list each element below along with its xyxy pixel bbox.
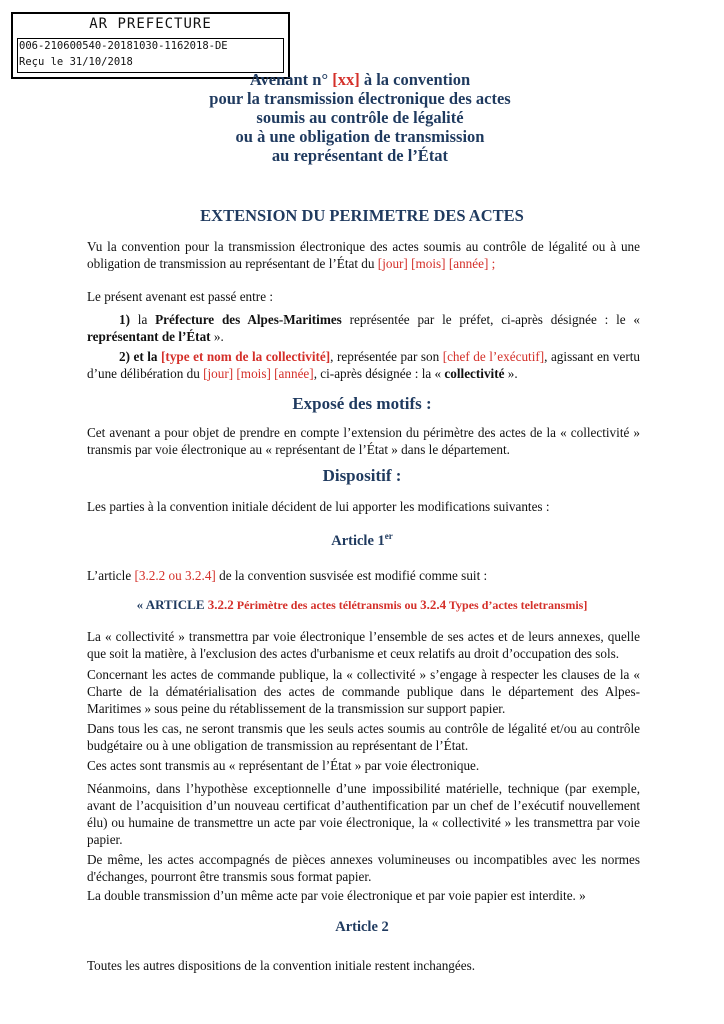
stamp-received: Reçu le 31/10/2018 bbox=[19, 56, 133, 68]
title-line-2: pour la transmission électronique des actes bbox=[209, 89, 511, 108]
title-line-5: au représentant de l’État bbox=[271, 146, 449, 165]
parties-intro: Le présent avenant est passé entre : bbox=[87, 289, 274, 304]
party-1: 1) la Préfecture des Alpes-Maritimes représentée par le préfet, ci-après désignée : le « représentant de l’État ». bbox=[87, 312, 641, 344]
article-paragraph-7: La double transmission d’un même acte par voie électronique et par voie papier est interdite. » bbox=[87, 888, 586, 903]
dispositif-heading: Dispositif : bbox=[322, 466, 402, 485]
article-quote-heading: « ARTICLE 3.2.2 Périmètre des actes télétransmis ou 3.2.4 Types d’actes teletransmis] bbox=[136, 597, 588, 612]
expose-text: Cet avenant a pour objet de prendre en compte l’extension du périmètre des actes de la « collectivité » transmis par voie électronique au « représentant de l’État » dans le département. bbox=[87, 425, 640, 457]
party-2: 2) et la [type et nom de la collectivité], représentée par son [chef de l’exécutif], agissant en vertu d’une délibération du [jour] [mois] [année], ci-après désignée : la « collectivité ». bbox=[87, 349, 640, 381]
article-ref-placeholder: [3.2.2 ou 3.2.4] bbox=[134, 568, 216, 583]
title-line-1: Avenant n° [xx] à la convention bbox=[249, 70, 471, 89]
article-paragraph-3: Dans tous les cas, ne seront transmis que les seuls actes soumis au contrôle de légalité et/ou au contrôle budgétaire ou à une obligation de transmission au représentant de l’État. bbox=[87, 721, 640, 753]
article-paragraph-2: Concernant les actes de commande publique, la « collectivité » s’engage à respecter les clauses de la « Charte de la dématérialisation des actes de commande publique dans le département des Alpes-Maritimes » sous peine du rétablissement de la transmission sur support papier. bbox=[87, 667, 640, 716]
stamp-title: AR PREFECTURE bbox=[89, 16, 212, 32]
dispositif-text: Les parties à la convention initiale décident de lui apporter les modifications suivantes : bbox=[87, 499, 550, 514]
avenant-number-placeholder: [xx] bbox=[332, 70, 360, 89]
article-paragraph-6: De même, les actes accompagnés de pièces annexes volumineuses ou incompatibles avec les normes d'échanges, pourront être transmis sous format papier. bbox=[87, 852, 640, 884]
document-title bbox=[140, 70, 580, 165]
article-2-heading: Article 2 bbox=[335, 919, 389, 935]
article-paragraph-1: La « collectivité » transmettra par voie électronique l’ensemble de ses actes et de leurs annexes, quelle que soit la matière, à l'exclusion des actes d'urbanisme et ceux relatifs au droit d’occupation des sols. bbox=[87, 629, 640, 661]
article-1-heading: Article 1er bbox=[331, 531, 393, 549]
title-line-4: ou à une obligation de transmission bbox=[235, 127, 485, 146]
extension-heading: EXTENSION DU PERIMETRE DES ACTES bbox=[200, 206, 524, 225]
intro-date-placeholder: [jour] [mois] [année] ; bbox=[377, 256, 496, 271]
article-paragraph-5: Néanmoins, dans l’hypothèse exceptionnelle d’une impossibilité matérielle, technique (par exemple, avant de l’acquisition d’un nouveau certificat d’authentification par un chef de l’exécutif nouvellement élu) ou humaine de transmettre un acte par voie électronique, la « collectivité » les transmettra par voie papier. bbox=[87, 781, 640, 847]
prefecture-stamp bbox=[11, 12, 290, 79]
intro-paragraph: Vu la convention pour la transmission électronique des actes soumis au contrôle de légalité ou à une obligation de transmission au représentant de l’État du [jour] [mois] [année] ; bbox=[87, 239, 640, 271]
article-2-text: Toutes les autres dispositions de la convention initiale restent inchangées. bbox=[87, 958, 476, 973]
article-1-intro: L’article [3.2.2 ou 3.2.4] de la convention susvisée est modifié comme suit : bbox=[87, 568, 488, 583]
stamp-id: 006-210600540-20181030-1162018-DE bbox=[19, 40, 228, 52]
title-line-3: soumis au contrôle de légalité bbox=[256, 108, 464, 127]
expose-heading: Exposé des motifs : bbox=[292, 394, 432, 413]
article-paragraph-4: Ces actes sont transmis au « représentant de l’État » par voie électronique. bbox=[87, 758, 480, 773]
